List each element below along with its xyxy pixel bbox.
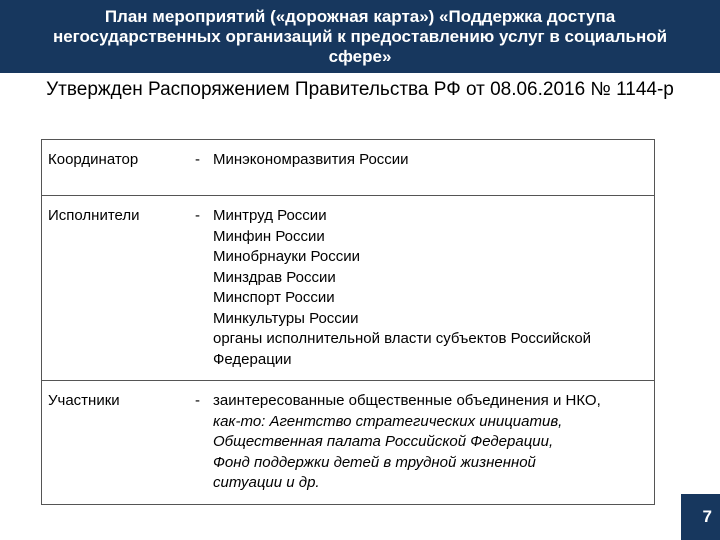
dash-marker: - [195,207,200,224]
value-line: Федерации [213,350,292,368]
value-line: Минздрав России [213,268,336,286]
value-line: Минкультуры России [213,309,359,327]
row-label: Исполнители [42,196,186,381]
title-banner [0,0,720,73]
row-label: Участники [42,381,186,505]
value-line: Минтруд России [213,207,327,224]
value-line-italic: как-то: Агентство стратегических инициатив, [213,412,563,430]
roles-table [41,139,655,505]
row-value [185,140,655,196]
row-label: Координатор [42,140,186,196]
value-line-italic: ситуации и др. [213,474,320,491]
value-line: заинтересованные общественные объединения и НКО, [213,392,601,409]
row-value [185,381,655,505]
value-line: Минспорт России [213,289,335,306]
value-line-italic: Фонд поддержки детей в трудной жизненной [213,453,536,471]
table-row-coordinator [42,140,655,196]
value-line: органы исполнительной власти субъектов Российской [213,330,592,347]
table-row-executors [42,196,655,381]
dash-marker: - [195,392,200,409]
slide-subtitle: Утвержден Распоряжением Правительства РФ от 08.06.2016 № 1144-р [46,79,674,100]
row-value [185,196,655,381]
page-number-badge: 7 [681,494,720,540]
value-line: Минобрнауки России [213,248,360,265]
value-line-italic: Общественная палата Российской Федерации, [213,433,554,450]
slide-title: План мероприятий («дорожная карта») «Поддержка доступа негосударственных организаций к предоставлению услуг в социальной сфере» [52,6,668,66]
dash-marker: - [195,151,200,168]
value-line: Минэкономразвития России [213,151,409,168]
value-line: Минфин России [213,227,325,245]
table-row-participants [42,381,655,505]
